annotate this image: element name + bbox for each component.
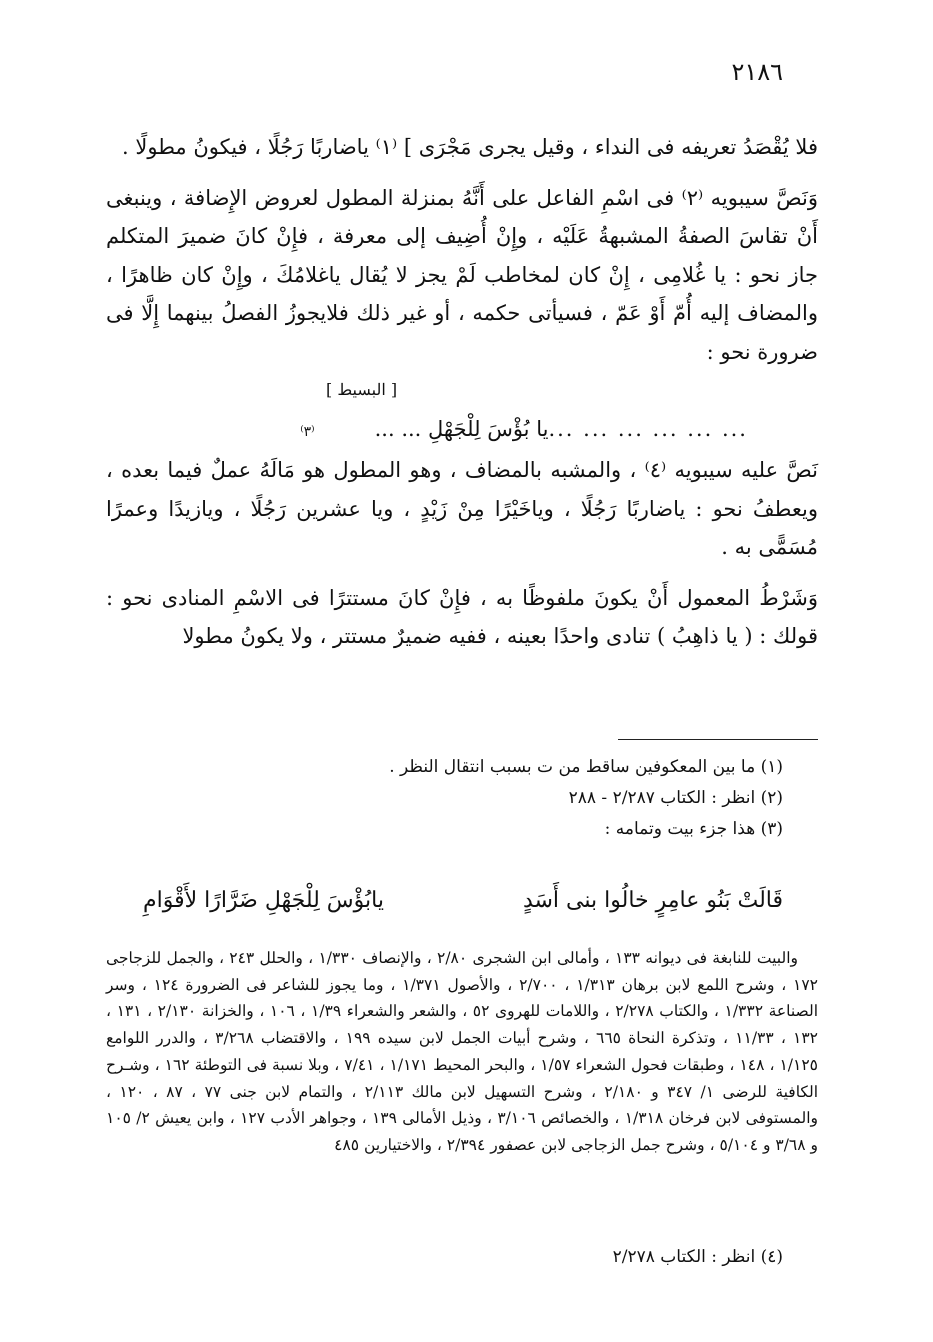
- verse-dots: ... ... ... ... ... ...: [548, 416, 748, 441]
- footnotes: [143, 752, 783, 845]
- references: [106, 945, 818, 1159]
- poem-first-hemistich: قَالَتْ بَنُو عامِرٍ خالُوا بنى أَسَدٍ: [522, 888, 783, 913]
- verse-footnote-marker: ⁽٣⁾: [300, 423, 315, 440]
- paragraph-gap: [106, 567, 818, 579]
- meter-line: [106, 371, 818, 410]
- paragraph-1: فلا يُقْصَدُ تعريفه فى النداء ، وقيل يجرى مَجْرَى ] ⁽١⁾ ياضاربًا رَجُلًا ، فيكونُ مطولًا .: [122, 135, 818, 159]
- footnote-1: (١) ما بين المعكوفين ساقط من ت بسبب انتقال النظر .: [389, 757, 783, 777]
- paragraph-4: وَشَرْطُ المعمول أَنْ يكونَ ملفوظًا به ، فإِنْ كانَ مستترًا فى الاسْمِ المنادى نحو : قولك : ( يا ذاهِبُ ) تنادى واحدًا بعينه ، ففيه ضميرٌ مستتر ، ولا يكونُ مطولا: [106, 585, 818, 648]
- footnote-3: (٣) هذا جزء بيت وتمامه :: [604, 819, 783, 839]
- paragraph-gap: [106, 167, 818, 179]
- main-text: [106, 128, 818, 656]
- poem-verse: [143, 888, 783, 913]
- references-text: والبيت للنابغة فى ديوانه ١٣٣ ، وأمالى ابن الشجرى ٢/٨٠ ، والإنصاف ١/٣٣٠ ، والحلل ٢٤٣ ، والجمل للزجاجى ١٧٢ ، وشرح اللمع لابن برهان ١/٣١٣ ، ٢/٧٠٠ ، والأصول ١/٣٧١ ، وما يجوز للشاعر فى الضرورة ١٢٤ ، وسر الصناعة ١/٣٣٢ ، والكتاب ٢/٢٧٨ ، واللامات للهروى ٥٢ ، والشعر والشعراء ١/٣٩ ، ١٠٦ ، والخزانة ٢/١٣٠ ، ١٣١ ، ١٣٢ ، ١١/٣٣ ، وتذكرة النحاة ٦٦٥ ، وشرح أبيات الجمل لابن سيده ١٩٩ ، والاقتضاب ٣/٢٦٨ ، والدرر اللوامع ١/١٢٥ ، ١٤٨ ، وطبقات فحول الشعراء ١/٥٧ ، والبحر المحيط ١/١٧١ ، ٧/٤١ ، وبلا نسبة فى التوطئة ١٦٢ ، وشـرح الكافية للرضى ١/ ٣٤٧ و ٢/١٨٠ ، وشرح التسهيل لابن مالك ٢/١١٣ ، والتمام لابن جنى ٧٧ ، ٨٧ ، ١٢٠ ، والمستوفى لابن فرخان ١/٣١٨ ، والخصائص ٣/١٠٦ ، وذيل الأمالى ١٣٩ ، وجواهر الأدب ١٢٧ ، وابن يعيش ٢/ ١٠٥ و ٣/٦٨ و ٥/١٠٤ ، وشرح جمل الزجاجى لابن عصفور ٢/٣٩٤ ، والاختيارين ٤٨٥: [106, 949, 819, 1154]
- paragraph-3: نَصَّ عليه سيبويه ⁽٤⁾ ، والمشبه بالمضاف ، وهو المطول هو مَالَهُ عملٌ فيما بعده ، ويعطفُ نحو : ياضاربًا رَجُلًا ، وياخَيْرًا مِنْ زَيْدٍ ، ويا عشرين رَجُلًا ، ويازيدًا وعمرًا مُسَمًّى به .: [106, 458, 818, 559]
- footnote-2: (٢) انظر : الكتاب ٢/٢٨٧ - ٢٨٨: [568, 788, 783, 808]
- poem-second-hemistich: يابُؤْسَ لِلْجَهْلِ ضَرَّارًا لأَقْوَامِ: [143, 888, 384, 913]
- verse-half: يا بُؤْسَ لِلْجَهْلِ ... ...: [374, 416, 549, 441]
- footnote-4: (٤) انظر : الكتاب ٢/٢٧٨: [612, 1247, 783, 1267]
- verse-quote: [106, 410, 818, 452]
- page-number: ٢١٨٦: [731, 58, 783, 86]
- paragraph-2: وَنَصَّ سيبويه ⁽٢⁾ فى اسْمِ الفاعل على أَنَّهُ بمنزلة المطول لعروض الإِضافة ، وينبغى أَنْ تقاسَ الصفةُ المشبهةُ عَلَيْه ، وإِنْ أُضِيف إلى معرفة ، فإِنْ كانَ ضميرَ المتكلم جاز نحو : يا غُلامِى ، إِنْ كان لمخاطب لَمْ يجز لا يُقال ياغلامُكَ ، وإِنْ كان ظاهرًا ، والمضاف إليه أُمّ أَوْ عَمّ ، فسيأتى حكمه ، أو غير ذلك فلايجوزُ الفصلُ بينهما إِلَّا فى ضرورة نحو :: [106, 185, 818, 364]
- footnote-separator: [618, 739, 818, 740]
- meter-tag: [ البسيط ]: [326, 380, 398, 399]
